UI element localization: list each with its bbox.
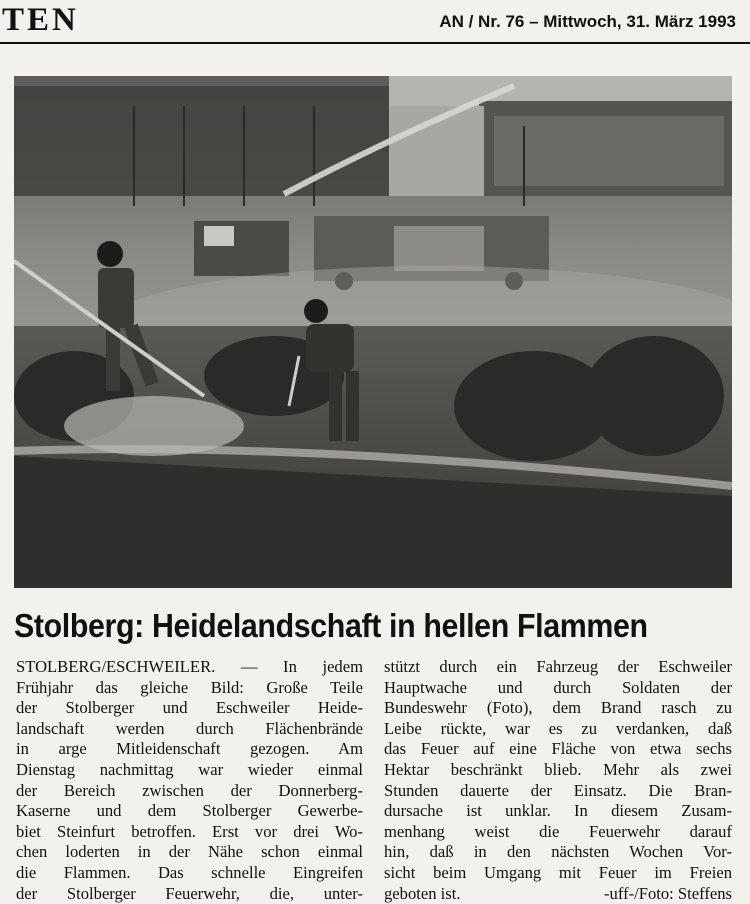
text-line: hin, daß in den nächsten Wochen Vor- (384, 842, 732, 862)
section-title-fragment: TEN (2, 2, 79, 38)
text-line: menhang weist die Feuerwehr darauf (384, 821, 732, 841)
news-photo (14, 76, 732, 588)
article-column-2 (384, 657, 732, 904)
text-line: der Stolberger und Eschweiler Heide- (16, 698, 363, 718)
issue-date-line: AN / Nr. 76 – Mittwoch, 31. März 1993 (439, 12, 736, 31)
text-line: der Bereich zwischen der Donnerberg- (16, 780, 363, 800)
text-line: dursache ist unklar. In diesem Zusam- (384, 801, 732, 821)
final-line-with-credit (384, 884, 732, 904)
text-line: landschaft werden durch Flächenbrände (16, 718, 363, 738)
article-headline: Stolberg: Heidelandschaft in hellen Flammen (14, 607, 648, 644)
text-line: Frühjahr das gleiche Bild: Große Teile (16, 677, 363, 697)
text-line: stützt durch ein Fahrzeug der Eschweiler (384, 657, 732, 676)
text-line: die Flammen. Das schnelle Eingreifen (16, 862, 363, 882)
text-line: chen loderten in der Nähe schon einmal (16, 842, 363, 862)
text-line: Kaserne und dem Stolberger Gewerbe- (16, 801, 363, 821)
article-column-1 (16, 657, 363, 904)
text-line: Stunden dauerte der Einsatz. Die Bran- (384, 780, 732, 800)
text-line: Bundeswehr (Foto), dem Brand rasch zu (384, 698, 732, 718)
photo-credit: -uff-/Foto: Steffens (604, 883, 732, 903)
text-line: Hektar beschränkt blieb. Mehr als zwei (384, 759, 732, 779)
text-line: in arge Mitleidenschaft gezogen. Am (16, 739, 363, 759)
text-line: geboten ist. (384, 883, 461, 903)
text-line: STOLBERG/ESCHWEILER. — In jedem (16, 657, 363, 676)
text-line: Dienstag nachmittag war wieder einmal (16, 759, 363, 779)
masthead (0, 0, 750, 44)
text-line: sicht beim Umgang mit Feuer im Freien (384, 862, 732, 882)
text-line: das Feuer auf eine Fläche von etwa sechs (384, 739, 732, 759)
text-line: Leibe rückte, war es zu verdanken, daß (384, 718, 732, 738)
text-line: biet Steinfurt betroffen. Erst vor drei Wo- (16, 821, 363, 841)
firefighters-photo-illustration (14, 76, 732, 588)
text-line: der Stolberger Feuerwehr, die, unter- (16, 883, 363, 903)
text-line: Hauptwache und durch Soldaten der (384, 677, 732, 697)
